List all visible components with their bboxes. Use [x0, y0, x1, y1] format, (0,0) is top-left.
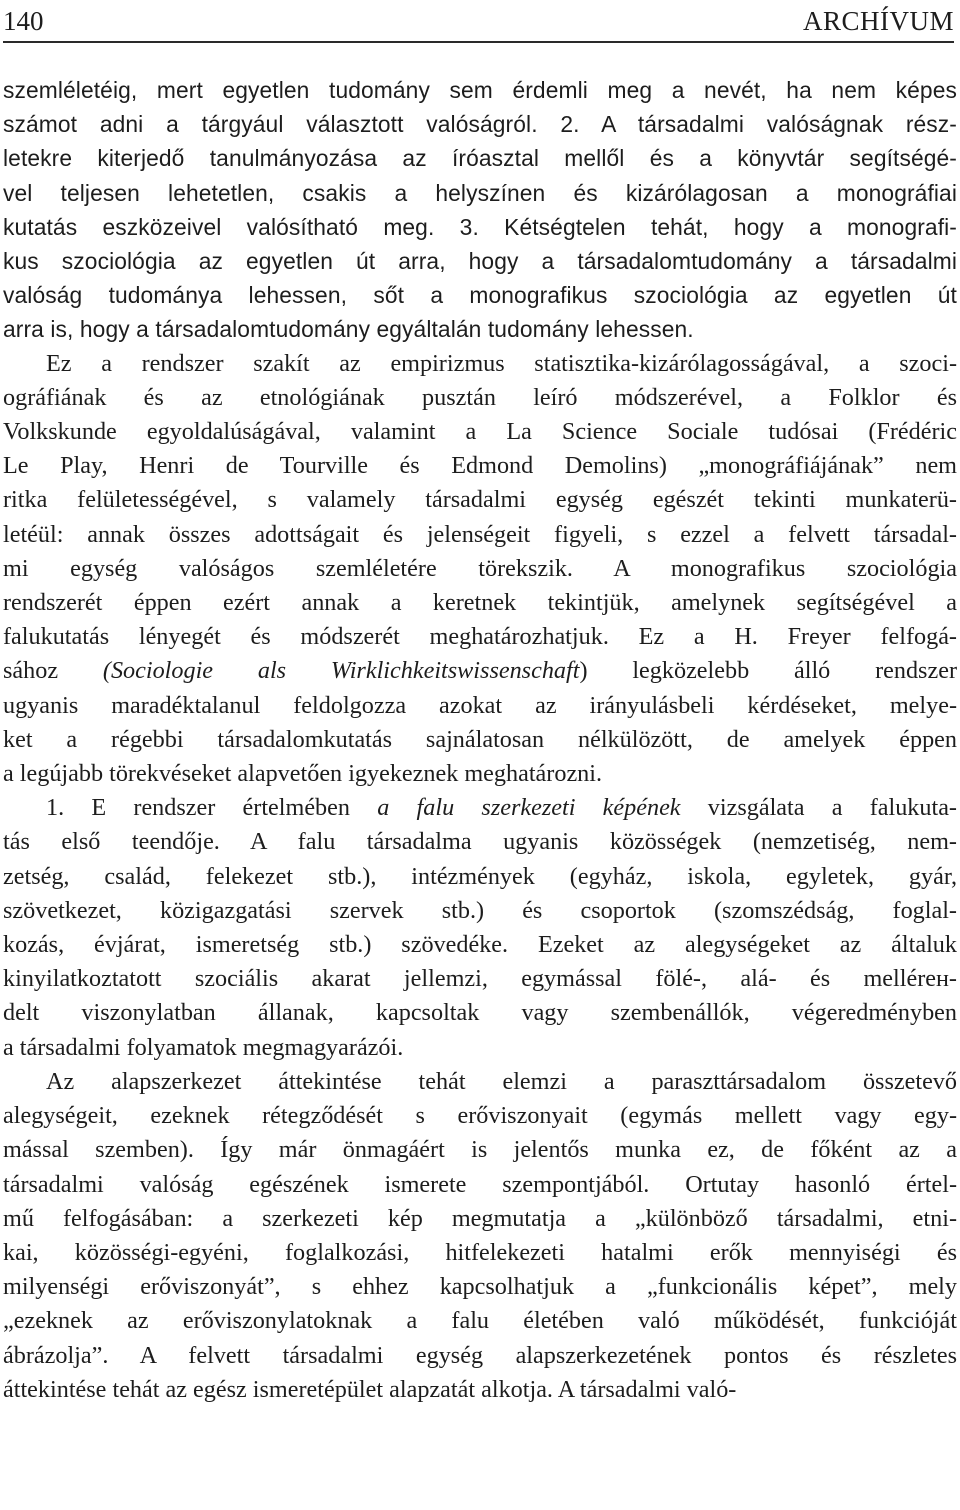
text-line: kus szociológia az egyetlen út arra, hogy a társadalomtudomány a társadalmi	[3, 248, 957, 275]
text-line: Ez a rendszer szakít az empirizmus statisztika-kizárólagosságával, a szoci-	[46, 349, 957, 377]
text-line: zetség, család, felekezet stb.), intézmények (egyház, iskola, egyletek, gyár,	[3, 862, 957, 890]
text-line: társadalmi valóság egészének ismerete szempontjából. Ortutay hasonló értel-	[3, 1170, 957, 1198]
text-line: a társadalmi folyamatok megmagyarázói.	[3, 1033, 404, 1061]
paragraph	[3, 73, 957, 347]
text-line: kinyilatkoztatott szociális akarat jellemzi, egymással fölé-, alá- és mellérен-	[3, 965, 957, 993]
text-line: kutatás eszközeivel valósítható meg. 3. Kétségtelen tehát, hogy a monografi-	[3, 213, 957, 240]
text-line: Volkskunde egyoldalúságával, valamint a La Science Sociale tudósai (Frédéric	[3, 418, 957, 446]
text-run: 1. E rendszer értelmében	[46, 794, 378, 822]
paragraph	[3, 1065, 957, 1407]
italic-run: (Sociologie als Wirklichkeitswissenschaft	[102, 657, 580, 685]
text-line: szövetkezet, közigazgatási szervek stb.) és csoportok (szomszédság, foglal-	[3, 896, 957, 924]
text-line: kai, közösségi-egyéni, foglalkozási, hitfelekezeti hatalmi erők mennyiségi és	[3, 1238, 957, 1266]
text-line: arra is, hogy a társadalomtudomány egyáltalán tudomány lehessen.	[3, 316, 694, 343]
text-line: ábrázolja”. A felvett társadalmi egység alapszerkezetének pontos és részletes	[3, 1341, 957, 1369]
text-line: delt viszonylatban állanak, kapcsoltak vagy szembenállók, végeredményben	[3, 999, 957, 1027]
text-line: alegységeit, ezeknek rétegződését s erőviszonyait (egymás mellett vagy egy-	[3, 1102, 957, 1130]
text-line: vel teljesen lehetetlen, csakis a helyszínen és kizárólagosan a monográfiai	[3, 179, 957, 206]
text-line: tás első teendője. A falu társadalma ugyanis közösségek (nemzetiség, nem-	[3, 828, 957, 856]
text-line: ket a régebbi társadalomkutatás sajnálatosan nélkülözött, de amelyek éppen	[3, 725, 957, 753]
text-line: „ezeknek az erőviszonylatoknak a falu életében való működését, funkcióját	[3, 1307, 957, 1335]
text-run: sához	[3, 657, 103, 685]
page-number: 140	[3, 6, 44, 36]
text-line: milyenségi erőviszonyát”, s ehhez kapcsolhatjuk a „funkcionális képet”, mely	[3, 1273, 957, 1301]
text-line	[3, 791, 957, 825]
paragraph	[3, 791, 957, 1065]
text-line: Le Play, Henri de Tourville és Edmond Demolins) „monográfiájának” nem	[3, 452, 957, 480]
article-body	[3, 73, 957, 1407]
text-line: ugyanis maradéktalanul feldolgozza azokat az irányulásbeli kérdéseket, melye-	[3, 691, 957, 719]
text-line: mással szemben). Így már önmagáért is jelentős munka ez, de főként az a	[3, 1136, 957, 1164]
paragraph	[3, 347, 957, 792]
text-line: mi egység valóságos szemléletére törekszik. A monografikus szociológia	[3, 554, 957, 582]
text-line: kozás, évjárat, ismeretség stb.) szövedéke. Ezeket az alegységeket az általuk	[3, 931, 957, 959]
text-line	[3, 654, 957, 688]
text-line: szemléletéig, mert egyetlen tudomány sem érdemli meg a nevét, ha nem képes	[3, 77, 957, 103]
text-line: mű felfogásában: a szerkezeti kép megmutatja a „különböző társadalmi, etni-	[3, 1204, 957, 1232]
text-line: letekre kiterjedő tanulmányozása az íróasztal mellől és a könyvtár segítségé-	[3, 145, 957, 172]
text-line: a legújabb törekvéseket alapvetően igyekeznek meghatározni.	[3, 760, 603, 788]
text-line: rendszerét éppen ezért annak a keretnek tekintjük, amelynek segítségével a	[3, 589, 957, 617]
text-line: számot adni a tárgyául választott valóságról. 2. A társadalmi valóságnak rész-	[3, 111, 957, 138]
page-header	[3, 3, 954, 43]
running-title: ARCHÍVUM	[802, 6, 954, 36]
text-run: ) legközelebb álló rendszer	[579, 657, 957, 685]
text-line: falukutatás lényegét és módszerét meghatározhatjuk. Ez a H. Freyer felfogá-	[3, 623, 957, 651]
text-line: valóság tudománya lehessen, sőt a monografikus szociológia az egyetlen út	[3, 282, 957, 309]
text-line: Az alapszerkezet áttekintése tehát elemzi a paraszttársadalom összetevő	[46, 1067, 957, 1095]
text-line: áttekintése tehát az egész ismeretépület alapzatát alkotja. A társadalmi való-	[3, 1375, 737, 1403]
text-line: letéül: annak összes adottságait és jelenségeit figyeli, s ezzel a felvett társadal-	[3, 520, 957, 548]
text-line: ritka felületességével, s valamely társadalmi egység egészét tekinti munkaterü-	[3, 486, 957, 514]
italic-run: a falu szerkezeti képének	[377, 794, 681, 822]
text-run: vizsgálata a falukuta-	[680, 794, 957, 822]
text-line: ográfiának és az etnológiának pusztán leíró módszerével, a Folklor és	[3, 383, 957, 411]
